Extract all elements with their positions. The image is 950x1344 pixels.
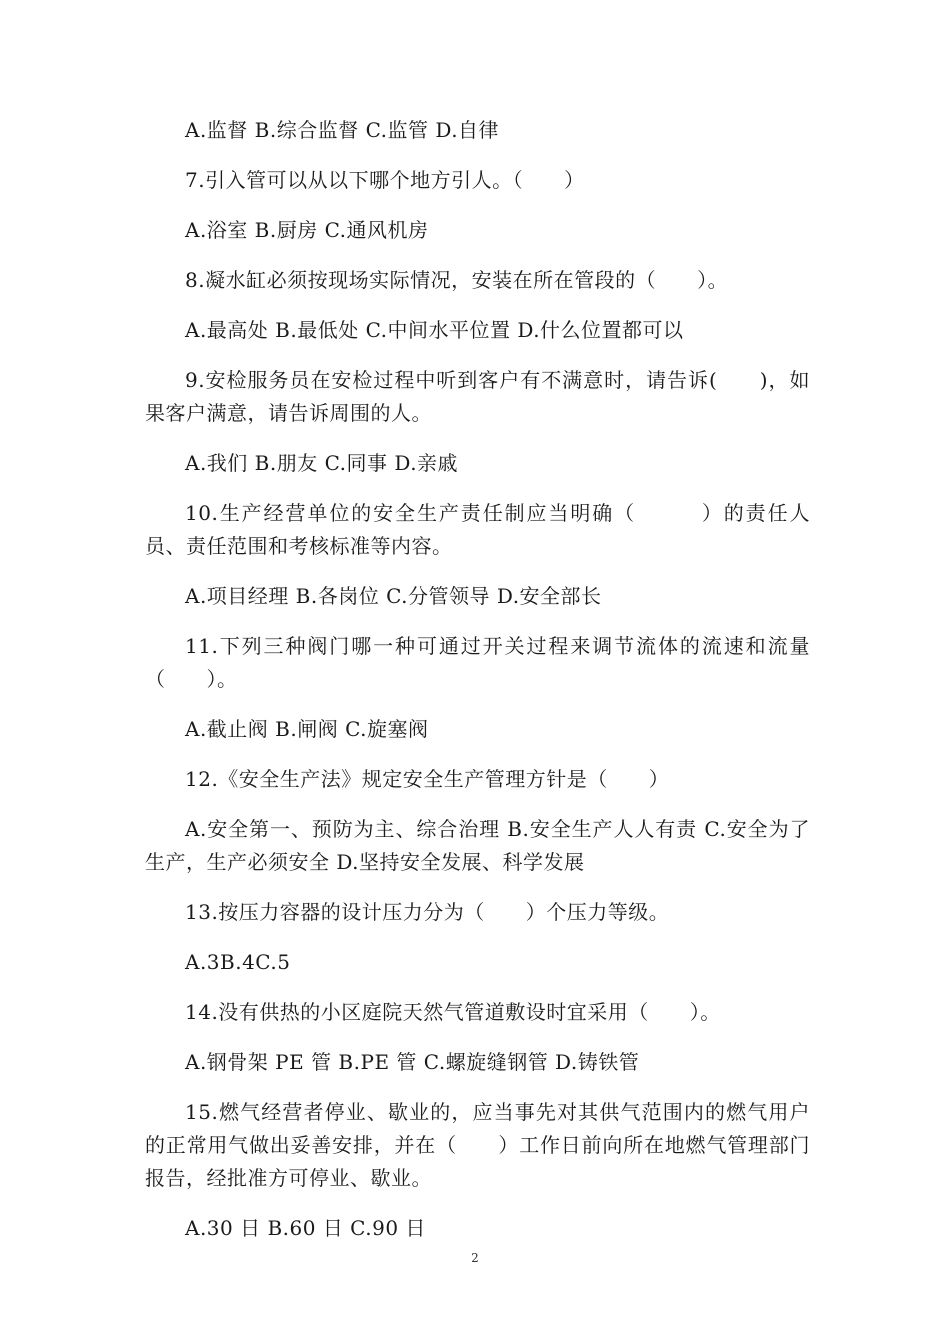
question-8: 8.凝水缸必须按现场实际情况，安装在所在管段的（ ）。	[185, 268, 729, 292]
option-line-q8: A.最高处 B.最低处 C.中间水平位置 D.什么位置都可以	[185, 318, 684, 342]
page-content	[145, 114, 810, 1262]
option-line-q7: A.浴室 B.厨房 C.通风机房	[185, 218, 429, 242]
question-14: 14.没有供热的小区庭院天然气管道敷设时宜采用（ ）。	[185, 1000, 721, 1024]
option-line-q13: A.3B.4C.5	[185, 950, 291, 974]
question-10: 10.生产经营单位的安全生产责任制应当明确（ ）的责任人员、责任范围和考核标准等内容。	[145, 501, 810, 558]
option-line-q15: A.30 日 B.60 日 C.90 日	[185, 1216, 426, 1240]
page-number: 2	[471, 1251, 479, 1265]
question-12: 12.《安全生产法》规定安全生产管理方针是（ ）	[185, 767, 670, 791]
option-line-q14: A.钢骨架 PE 管 B.PE 管 C.螺旋缝钢管 D.铸铁管	[185, 1050, 640, 1074]
question-13: 13.按压力容器的设计压力分为（ ）个压力等级。	[185, 900, 670, 924]
option-line-q10: A.项目经理 B.各岗位 C.分管领导 D.安全部长	[185, 584, 602, 608]
option-line-q9: A.我们 B.朋友 C.同事 D.亲戚	[185, 451, 459, 475]
question-7: 7.引入管可以从以下哪个地方引人。（ ）	[185, 168, 585, 192]
question-15: 15.燃气经营者停业、歇业的，应当事先对其供气范围内的燃气用户的正常用气做出妥善安排，并在（ ）工作日前向所在地燃气管理部门报告，经批准方可停业、歇业。	[145, 1100, 810, 1190]
option-line-q11: A.截止阀 B.闸阀 C.旋塞阀	[185, 717, 429, 741]
option-line-q6: A.监督 B.综合监督 C.监管 D.自律	[185, 118, 500, 142]
option-line-q12: A.安全第一、预防为主、综合治理 B.安全生产人人有责 C.安全为了生产，生产必须安全 D.坚持安全发展、科学发展	[145, 817, 810, 874]
question-9: 9.安检服务员在安检过程中听到客户有不满意时，请告诉( )，如果客户满意，请告诉周围的人。	[145, 368, 810, 425]
question-11: 11.下列三种阀门哪一种可通过开关过程来调节流体的流速和流量（ ）。	[145, 634, 810, 691]
